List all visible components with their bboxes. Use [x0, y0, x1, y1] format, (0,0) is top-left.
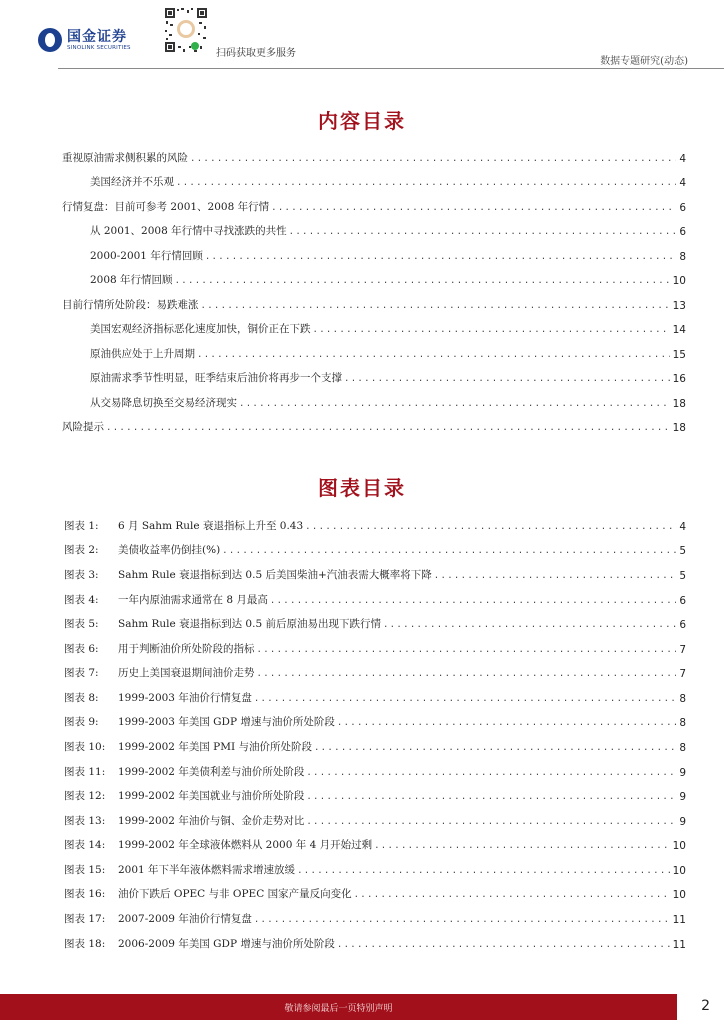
logo-name-en: SINOLINK SECURITIES	[67, 44, 131, 51]
toc-entry[interactable]: 2008 年行情回顾 ..... 10	[90, 271, 686, 287]
figure-entry[interactable]: 图表 6: 用于判断油价所处阶段的指标 ..... 7	[64, 640, 686, 656]
figure-entry[interactable]: 图表 4: 一年内原油需求通常在 8 月最高 ..... 6	[64, 591, 686, 607]
figure-entry[interactable]: 图表 14: 1999-2002 年全球液体燃料从 2000 年 4 月开始过剩 ..... 10	[64, 836, 686, 852]
toc-heading: 内容目录	[318, 109, 406, 133]
figure-entry[interactable]: 图表 8: 1999-2003 年油价行情复盘 ..... 8	[64, 689, 686, 705]
figure-entry[interactable]: 图表 3: Sahm Rule 衰退指标到达 0.5 后美国柴油+汽油表需大概率将下降 ..... 5	[64, 566, 686, 582]
company-logo	[38, 28, 131, 52]
toc-entry[interactable]: 从 2001、2008 年行情中寻找涨跌的共性 ..... 6	[90, 222, 686, 238]
figure-entry[interactable]: 图表 5: Sahm Rule 衰退指标到达 0.5 前后原油易出现下跌行情 ..... 6	[64, 615, 686, 631]
toc-entry[interactable]: 目前行情所处阶段：易跌难涨 ..... 13	[62, 296, 686, 312]
figure-entry[interactable]: 图表 9: 1999-2003 年美国 GDP 增速与油价所处阶段 ..... 8	[64, 713, 686, 729]
toc-entry[interactable]: 原油供应处于上升周期 ..... 15	[90, 345, 686, 361]
qr-label: 扫码获取更多服务	[216, 48, 296, 59]
figure-entry[interactable]: 图表 7: 历史上美国衰退期间油价走势 ..... 7	[64, 664, 686, 680]
figure-entry[interactable]: 图表 18: 2006-2009 年美国 GDP 增速与油价所处阶段 ..... 11	[64, 935, 686, 951]
figure-entry[interactable]: 图表 2: 美债收益率仍倒挂(%) ..... 5	[64, 541, 686, 557]
toc-entry[interactable]: 原油需求季节性明显，旺季结束后油价将再步一个支撑 ..... 16	[90, 369, 686, 385]
figure-entry[interactable]: 图表 12: 1999-2002 年美国就业与油价所处阶段 ..... 9	[64, 787, 686, 803]
figures-heading: 图表目录	[318, 476, 406, 500]
qr-code-icon	[163, 6, 209, 54]
header-divider	[58, 68, 724, 69]
toc-entry[interactable]: 重视原油需求侧积累的风险 ..... 4	[62, 149, 686, 165]
footer-disclaimer: 敬请参阅最后一页特别声明	[284, 1004, 393, 1014]
figure-entry[interactable]: 图表 17: 2007-2009 年油价行情复盘 ..... 11	[64, 910, 686, 926]
toc-entry[interactable]: 美国经济并不乐观 ..... 4	[90, 173, 686, 189]
toc-entry[interactable]: 从交易降息切换至交易经济现实 ..... 18	[90, 394, 686, 410]
footer-band	[0, 994, 677, 1020]
page-header	[0, 0, 724, 72]
toc-entry[interactable]: 2000-2001 年行情回顾 ..... 8	[90, 247, 686, 263]
logo-name-cn: 国金证券	[67, 28, 127, 45]
figure-entry[interactable]: 图表 16: 油价下跌后 OPEC 与非 OPEC 国家产量反向变化 ..... 10	[64, 885, 686, 901]
figure-entry[interactable]: 图表 15: 2001 年下半年液体燃料需求增速放缓 ..... 10	[64, 861, 686, 877]
page-footer	[0, 994, 724, 1020]
report-type: 数据专题研究(动态)	[600, 56, 688, 67]
page-number: 2	[701, 998, 710, 1014]
toc-entry[interactable]: 美国宏观经济指标恶化速度加快，铜价正在下跌 ..... 14	[90, 320, 686, 336]
figure-entry[interactable]: 图表 10: 1999-2002 年美国 PMI 与油价所处阶段 ..... 8	[64, 738, 686, 754]
toc-entry[interactable]: 行情复盘：目前可参考 2001、2008 年行情 ..... 6	[62, 198, 686, 214]
figure-entry[interactable]: 图表 1: 6 月 Sahm Rule 衰退指标上升至 0.43 ..... 4	[64, 517, 686, 533]
figure-entry[interactable]: 图表 11: 1999-2002 年美债利差与油价所处阶段 ..... 9	[64, 763, 686, 779]
logo-icon	[38, 28, 62, 52]
figure-entry[interactable]: 图表 13: 1999-2002 年油价与铜、金价走势对比 ..... 9	[64, 812, 686, 828]
toc-entry[interactable]: 风险提示 ..... 18	[62, 418, 686, 434]
